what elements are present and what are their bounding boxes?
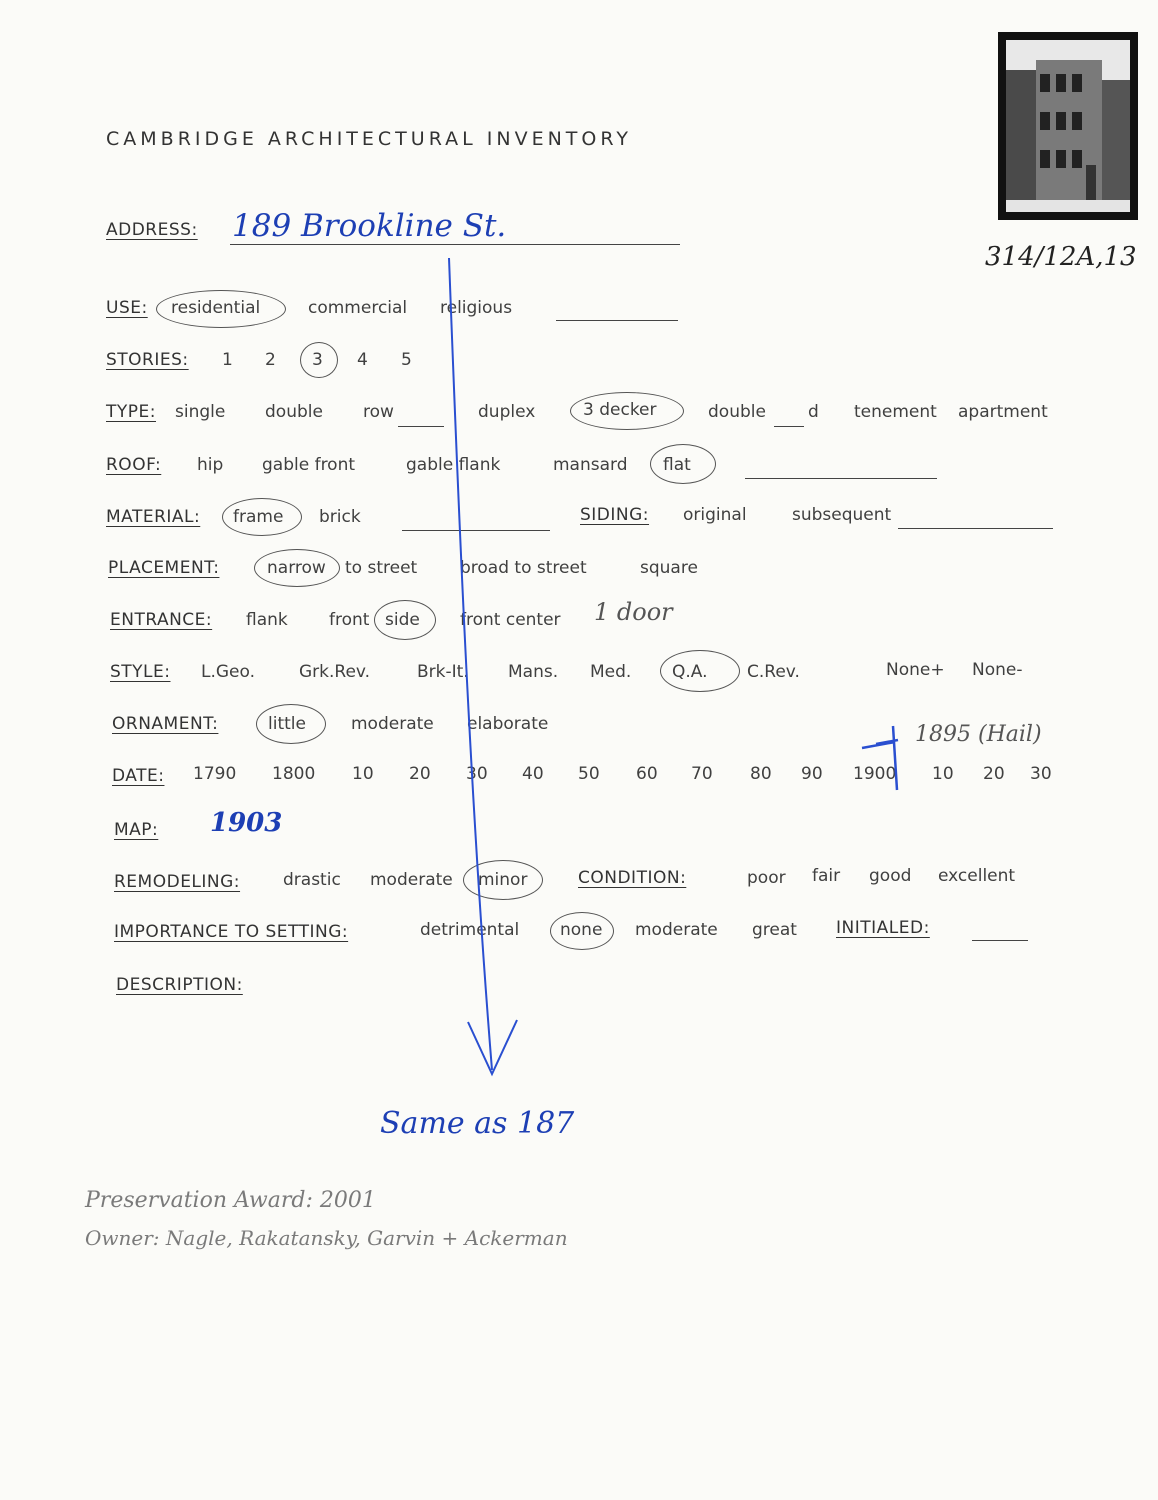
date-option-1790: 1790 bbox=[193, 764, 237, 784]
initialed-label: INITIALED: bbox=[836, 918, 930, 938]
style-label: STYLE: bbox=[110, 662, 171, 682]
type-option-row: row bbox=[363, 402, 394, 422]
page-title: CAMBRIDGE ARCHITECTURAL INVENTORY bbox=[106, 128, 632, 150]
style-option-crev: C.Rev. bbox=[747, 662, 800, 682]
stories-option-5: 5 bbox=[401, 350, 412, 370]
condition-option-fair: fair bbox=[812, 866, 841, 886]
owner-note: Owner: Nagle, Rakatansky, Garvin + Ackerman bbox=[85, 1226, 568, 1250]
style-option-mans: Mans. bbox=[508, 662, 559, 682]
siding-option-subsequent: subsequent bbox=[792, 505, 892, 525]
date-option-1920: 20 bbox=[983, 764, 1005, 784]
placement-option-to-street: to street bbox=[345, 558, 418, 578]
roof-option-mansard: mansard bbox=[553, 455, 628, 475]
style-option-none-plus: None+ bbox=[886, 660, 945, 680]
importance-label: IMPORTANCE TO SETTING: bbox=[114, 922, 349, 942]
date-option-90: 90 bbox=[801, 764, 823, 784]
condition-option-excellent: excellent bbox=[938, 866, 1016, 886]
entrance-option-front: front bbox=[329, 610, 370, 630]
importance-option-detrimental: detrimental bbox=[420, 920, 520, 940]
ornament-option-moderate: moderate bbox=[351, 714, 434, 734]
type-option-apartment: apartment bbox=[958, 402, 1048, 422]
roof-option-flat: flat bbox=[663, 455, 691, 475]
roof-option-gable-front: gable front bbox=[262, 455, 356, 475]
style-option-med: Med. bbox=[590, 662, 632, 682]
material-option-brick: brick bbox=[319, 507, 361, 527]
ornament-option-little: little bbox=[268, 714, 306, 734]
condition-option-good: good bbox=[869, 866, 912, 886]
type-option-duplex: duplex bbox=[478, 402, 536, 422]
date-option-80: 80 bbox=[750, 764, 772, 784]
placement-option-broad: broad to street bbox=[460, 558, 587, 578]
placement-option-narrow: narrow bbox=[267, 558, 326, 578]
description-label: DESCRIPTION: bbox=[116, 975, 243, 995]
entrance-option-front-center: front center bbox=[460, 610, 561, 630]
type-option-3-decker: 3 decker bbox=[583, 400, 657, 420]
stories-option-1: 1 bbox=[222, 350, 233, 370]
date-note: 1895 (Hail) bbox=[915, 722, 1042, 747]
stories-option-3: 3 bbox=[312, 350, 323, 370]
date-option-1800: 1800 bbox=[272, 764, 316, 784]
date-option-60: 60 bbox=[636, 764, 658, 784]
use-option-religious: religious bbox=[440, 298, 513, 318]
date-option-1900: 1900 bbox=[853, 764, 897, 784]
date-option-1930: 30 bbox=[1030, 764, 1052, 784]
type-option-double: double bbox=[265, 402, 323, 422]
remodeling-label: REMODELING: bbox=[114, 872, 241, 892]
type-option-d: d bbox=[808, 402, 819, 422]
entrance-note: 1 door bbox=[594, 598, 673, 626]
stories-label: STORIES: bbox=[106, 350, 189, 370]
use-option-residential: residential bbox=[171, 298, 261, 318]
entrance-label: ENTRANCE: bbox=[110, 610, 213, 630]
placement-option-square: square bbox=[640, 558, 698, 578]
date-label: DATE: bbox=[112, 766, 165, 786]
map-label: MAP: bbox=[114, 820, 159, 840]
map-value: 1903 bbox=[210, 808, 283, 838]
date-option-70: 70 bbox=[691, 764, 713, 784]
date-option-20: 20 bbox=[409, 764, 431, 784]
entrance-option-side: side bbox=[385, 610, 420, 630]
preservation-award-note: Preservation Award: 2001 bbox=[85, 1188, 376, 1213]
material-label: MATERIAL: bbox=[106, 507, 201, 527]
roof-label: ROOF: bbox=[106, 455, 162, 475]
importance-option-great: great bbox=[752, 920, 797, 940]
siding-option-original: original bbox=[683, 505, 747, 525]
condition-label: CONDITION: bbox=[578, 868, 687, 888]
date-option-50: 50 bbox=[578, 764, 600, 784]
date-option-40: 40 bbox=[522, 764, 544, 784]
siding-label: SIDING: bbox=[580, 505, 650, 525]
condition-option-poor: poor bbox=[747, 868, 786, 888]
ornament-label: ORNAMENT: bbox=[112, 714, 219, 734]
style-option-qa: Q.A. bbox=[672, 662, 708, 682]
style-option-grkrev: Grk.Rev. bbox=[299, 662, 371, 682]
use-option-commercial: commercial bbox=[308, 298, 408, 318]
type-option-single: single bbox=[175, 402, 226, 422]
type-option-tenement: tenement bbox=[854, 402, 937, 422]
style-option-none-minus: None- bbox=[972, 660, 1023, 680]
address-label: ADDRESS: bbox=[106, 220, 198, 240]
roof-option-gable-flank: gable flank bbox=[406, 455, 501, 475]
use-label: USE: bbox=[106, 298, 148, 318]
remodeling-option-drastic: drastic bbox=[283, 870, 341, 890]
stories-option-2: 2 bbox=[265, 350, 276, 370]
importance-option-none: none bbox=[560, 920, 603, 940]
style-option-brkit: Brk-It. bbox=[417, 662, 469, 682]
remodeling-option-minor: minor bbox=[478, 870, 528, 890]
roof-option-hip: hip bbox=[197, 455, 224, 475]
type-label: TYPE: bbox=[106, 402, 156, 422]
date-option-30: 30 bbox=[466, 764, 488, 784]
importance-option-moderate: moderate bbox=[635, 920, 718, 940]
entrance-option-flank: flank bbox=[246, 610, 288, 630]
placement-label: PLACEMENT: bbox=[108, 558, 220, 578]
address-value: 189 Brookline St. bbox=[232, 208, 507, 244]
remodeling-option-moderate: moderate bbox=[370, 870, 453, 890]
type-option-double-2: double bbox=[708, 402, 766, 422]
reference-number: 314/12A,13 bbox=[985, 242, 1137, 272]
description-value: Same as 187 bbox=[380, 1106, 575, 1141]
stories-option-4: 4 bbox=[357, 350, 368, 370]
date-option-1910: 10 bbox=[932, 764, 954, 784]
style-option-lgeo: L.Geo. bbox=[201, 662, 256, 682]
material-option-frame: frame bbox=[233, 507, 284, 527]
ornament-option-elaborate: elaborate bbox=[467, 714, 549, 734]
date-option-10: 10 bbox=[352, 764, 374, 784]
